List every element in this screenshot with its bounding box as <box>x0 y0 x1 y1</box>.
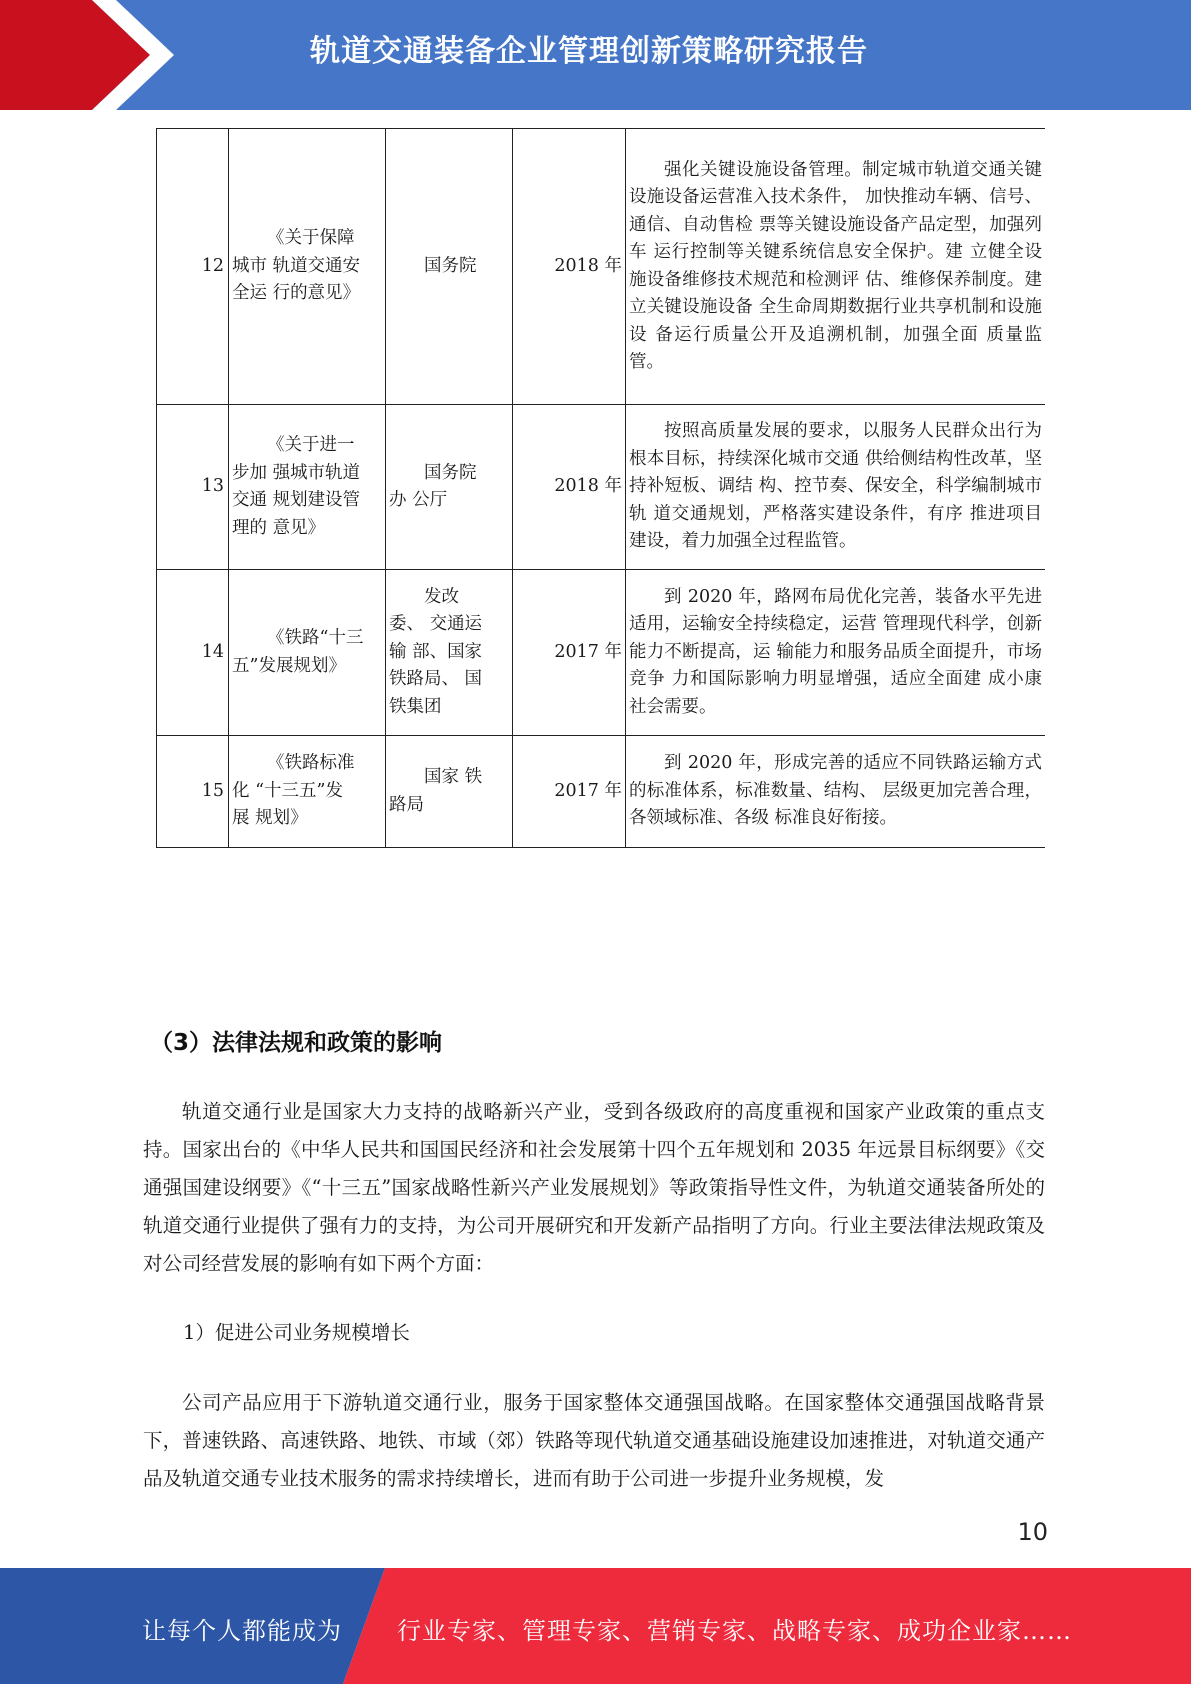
policy-title-line: 全运 行的意见》 <box>232 283 361 304</box>
row-number-cell: 15 <box>157 736 229 848</box>
issuer-line: 国家 铁 <box>424 767 483 787</box>
policy-title-cell <box>229 129 386 405</box>
page-number: 10 <box>1017 1518 1048 1546</box>
year-cell: 2018 年 <box>513 405 626 570</box>
footer-slogan-left: 让每个人都能成为 <box>142 1617 342 1645</box>
page-footer <box>0 1568 1191 1684</box>
policy-title-line: 《关于保障 <box>267 228 355 249</box>
policy-title-line: 《关于进一 <box>267 435 355 455</box>
body-paragraph-2: 公司产品应用于下游轨道交通行业，服务于国家整体交通强国战略。在国家整体交通强国战略背景下，普速铁路、高速铁路、地铁、市域（郊）铁路等现代轨道交通基础设施建设加速推进，对轨道交通产品及轨道交通专业技术服务的需求持续增长，进而有助于公司进一步提升业务规模，发 <box>143 1391 1045 1490</box>
row-number-cell: 13 <box>157 405 229 570</box>
table-row <box>157 129 1046 405</box>
policy-content-cell: 到 2020 年，路网布局优化完善，装备水平先进适用，运输安全持续稳定，运营 管理现代科学，创新能力不断提高，运 输能力和服务品质全面提升，市场竞争 力和国际影响力明显增强，适应全面建 成小康社会需要。 <box>626 570 1046 736</box>
issuer-line: 国务院 <box>424 255 477 276</box>
body-paragraph-1: 轨道交通行业是国家大力支持的战略新兴产业，受到各级政府的高度重视和国家产业政策的重点支持。国家出台的《中华人民共和国国民经济和社会发展第十四个五年规划和 2035 年远景目标纲要》《交通强国建设纲要》《“十三五”国家战略性新兴产业发展规划》等政策指导性文件，为轨道交通装备所处的轨道交通行业提供了强有力的支持，为公司开展研究和开发新产品指明了方向。行业主要法律法规政策及对公司经营发展的影响有如下两个方面： <box>143 1100 1045 1275</box>
section-heading: （3）法律法规和政策的影响 <box>150 1030 443 1056</box>
table-row <box>157 736 1046 848</box>
policy-title-line: 展 规划》 <box>232 808 308 829</box>
issuer-line: 输 部、国家 <box>389 641 483 662</box>
year-cell: 2017 年 <box>513 570 626 736</box>
row-number-cell: 12 <box>157 129 229 405</box>
year-cell: 2018 年 <box>513 129 626 405</box>
policy-title-line: 《铁路标准 <box>267 753 355 774</box>
issuer-cell <box>386 570 513 736</box>
table-row <box>157 405 1046 570</box>
policy-content-cell: 到 2020 年，形成完善的适应不同铁路运输方式的标准体系，标准数量、结构、 层级更加完善合理，各领域标准、各级 标准良好衔接。 <box>626 736 1046 848</box>
issuer-cell <box>386 736 513 848</box>
subheading: 1）促进公司业务规模增长 <box>183 1321 410 1344</box>
row-number-cell: 14 <box>157 570 229 736</box>
year-cell: 2017 年 <box>513 736 626 848</box>
policy-title-cell <box>229 570 386 736</box>
policy-content-cell: 按照高质量发展的要求，以服务人民群众出行为根本目标，持续深化城市交通 供给侧结构性改革，坚持补短板、调结 构、控节奏、保安全，科学编制城市轨 道交通规划，严格落实建设条件，有序 推进项目建设，着力加强全过程监管。 <box>626 405 1046 570</box>
issuer-line: 铁集团 <box>389 696 442 717</box>
report-title: 轨道交通装备企业管理创新策略研究报告 <box>310 34 868 69</box>
policy-title-line: 交通 规划建设管 <box>232 490 361 510</box>
issuer-line: 委、 交通运 <box>389 614 483 635</box>
policy-title-line: 化 “十三五”发 <box>232 780 343 801</box>
issuer-line: 国务院 <box>424 462 477 483</box>
issuer-line: 铁路局、 国 <box>389 669 483 690</box>
issuer-line: 发改 <box>424 586 459 607</box>
policy-table <box>156 128 1045 848</box>
policy-content-cell: 强化关键设施设备管理。制定城市轨道交通关键设施设备运营准入技术条件， 加快推动车辆、信号、通信、自动售检 票等关键设施设备产品定型，加强列车 运行控制等关键系统信息安全保护。建 立健全设施设备维修技术规范和检测评 估、维修保养制度。建立关键设施设备 全生命周期数据行业共享机制和设施设 备运行质量公开及追溯机制，加强全面 质量监管。 <box>626 129 1046 405</box>
policy-title-cell <box>229 736 386 848</box>
table-row <box>157 570 1046 736</box>
issuer-cell <box>386 405 513 570</box>
issuer-line: 办 公厅 <box>389 490 448 510</box>
page-header <box>0 0 1191 110</box>
issuer-cell <box>386 129 513 405</box>
footer-slogan-right: 行业专家、管理专家、营销专家、战略专家、成功企业家…… <box>397 1617 1072 1645</box>
policy-title-line: 步加 强城市轨道 <box>232 462 361 483</box>
policy-title-line: 理的 意见》 <box>232 517 326 538</box>
policy-title-cell <box>229 405 386 570</box>
policy-title-line: 《铁路“十三 <box>267 628 364 648</box>
policy-title-line: 五”发展规划》 <box>232 655 346 676</box>
policy-title-line: 城市 轨道交通安 <box>232 255 361 276</box>
issuer-line: 路局 <box>389 794 424 815</box>
